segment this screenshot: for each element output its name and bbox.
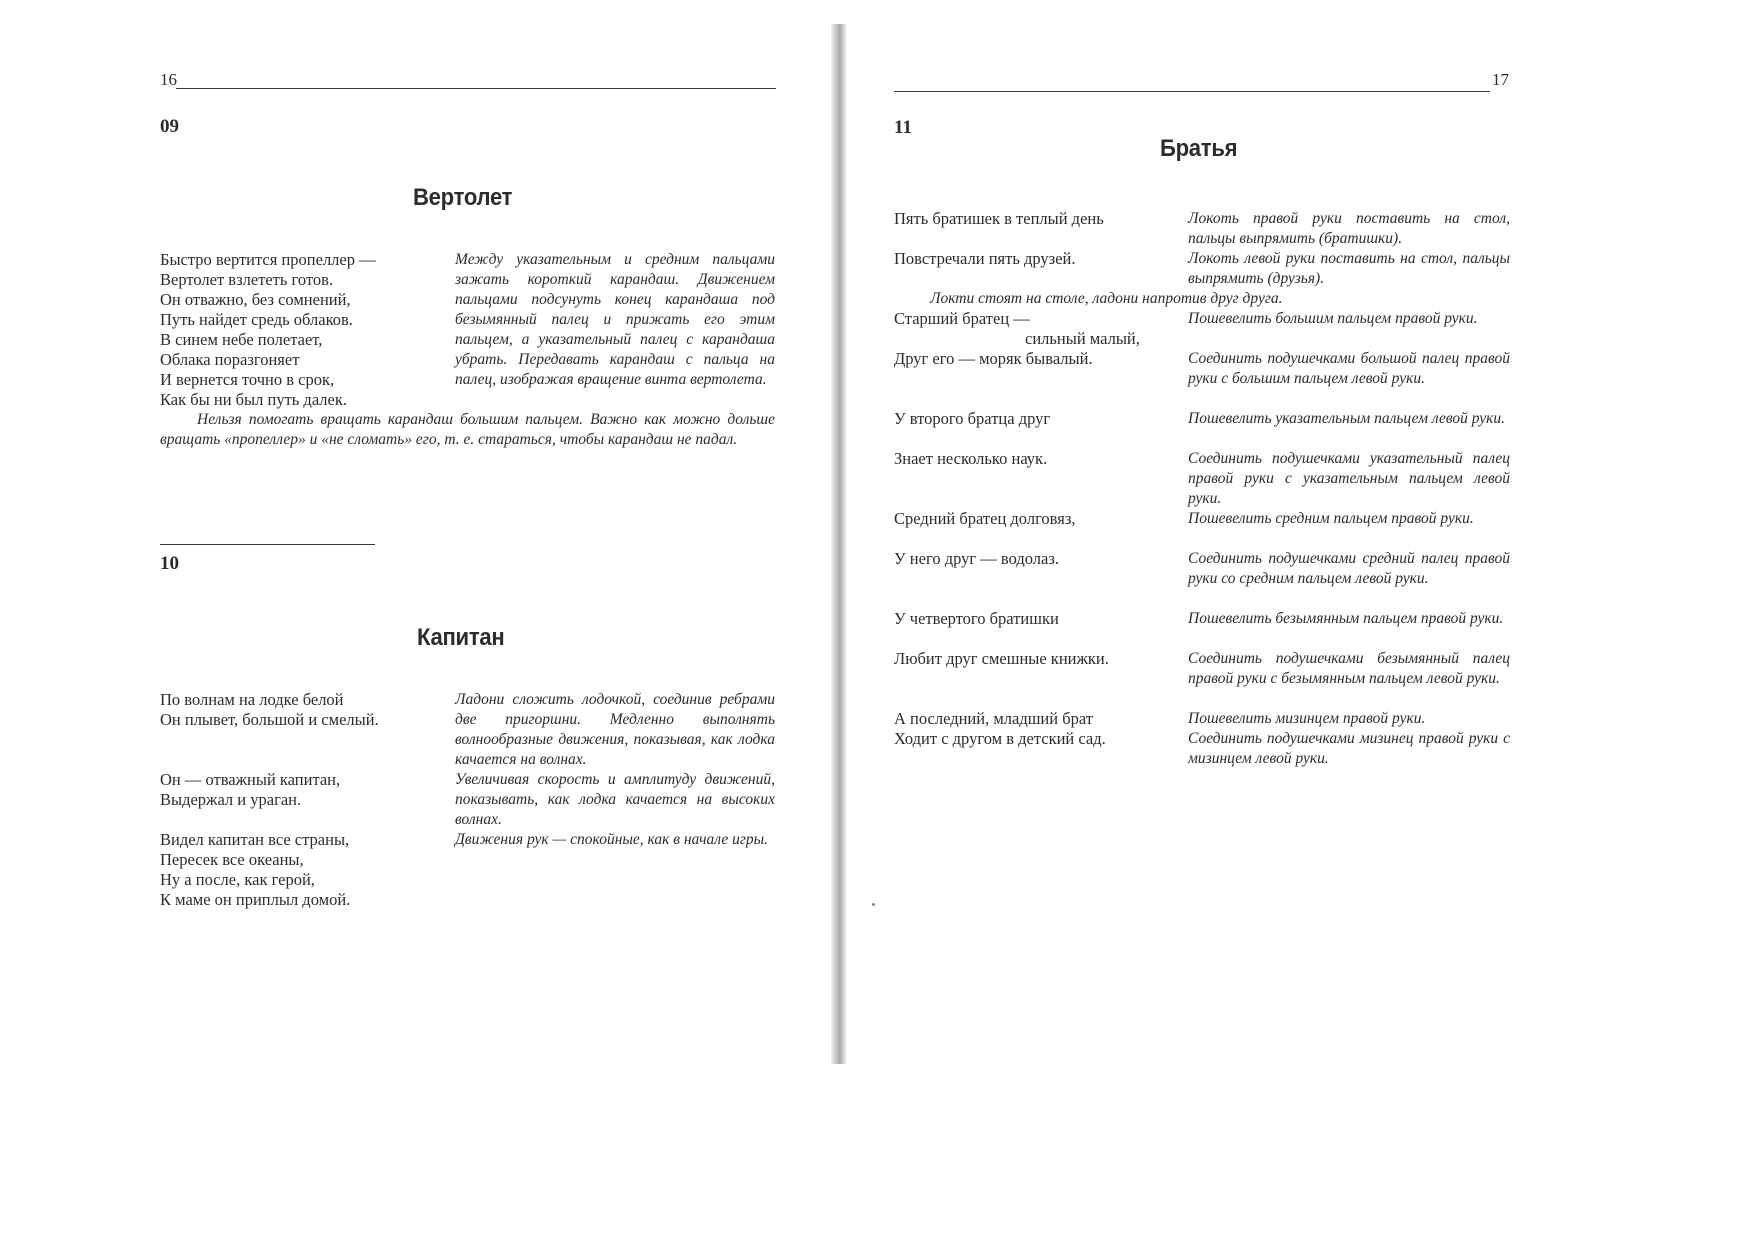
- verse-line: Быстро вертится пропеллер —: [160, 250, 376, 269]
- verse-line: Выдержал и ураган.: [160, 790, 302, 809]
- instruction-text: Пошевелить указательным пальцем левой руки.: [1188, 410, 1506, 427]
- exercise-number-09: 09: [160, 116, 179, 137]
- verse-line: Видел капитан все страны,: [160, 830, 350, 849]
- verse-line: Средний братец долговяз,: [894, 509, 1076, 528]
- verse-line: По волнам на лодке белой: [160, 690, 344, 709]
- scan-speck: [872, 903, 875, 906]
- verse-line: У него друг — водолаз.: [894, 549, 1059, 568]
- verse-line: Он отважно, без сомнений,: [160, 290, 351, 309]
- page-number-right: 17: [1492, 70, 1509, 89]
- verse-line: Путь найдет средь облаков.: [160, 310, 353, 329]
- verse-line: Вертолет взлететь готов.: [160, 270, 334, 289]
- exercise-title-vertolet: Вертолет: [413, 184, 513, 211]
- verse-line: Пересек все океаны,: [160, 850, 304, 869]
- verse-line: А последний, младший брат: [894, 709, 1093, 728]
- verse-line: Любит друг смешные книжки.: [894, 649, 1109, 668]
- verse-line: И вернется точно в срок,: [160, 370, 335, 389]
- verse-stanza-1: [160, 690, 379, 730]
- instruction-stanza-1: Ладони сложить лодочкой, соединив ребрами две пригоршни. Медленно выполнять волнообразные движения, показывая, как лодка качается на волнах.: [455, 691, 775, 768]
- instruction-text: Пошевелить мизинцем правой руки.: [1188, 710, 1426, 727]
- note-vertolet: Нельзя помогать вращать карандаш большим пальцем. Важно как можно дольше вращать «пропеллер» и «не сломать» его, т. е. стараться, чтобы карандаш не падал.: [160, 411, 775, 448]
- instruction-vertolet: Между указательным и средним пальцами зажать короткий карандаш. Движением пальцами подсунуть конец карандаша под безымянный палец и прижать его этим пальцем, а указательный палец с карандаша убрать. Передавать карандаш с пальца на палец, изображая вращение винта вертолета.: [455, 251, 775, 388]
- verse-line: Ходит с другом в детский сад.: [894, 729, 1106, 748]
- book-gutter: [831, 24, 847, 1064]
- instruction-text: Пошевелить большим пальцем правой руки.: [1188, 310, 1478, 327]
- exercise-title-bratya: Братья: [1160, 135, 1238, 162]
- verse-line: К маме он приплыл домой.: [160, 890, 351, 909]
- verse-line: Пять братишек в теплый день: [894, 209, 1104, 228]
- instruction-text: Соединить подушечками большой палец правой руки с большим пальцем левой руки.: [1188, 350, 1510, 387]
- verse-line: Повстречали пять друзей.: [894, 249, 1076, 268]
- verse-line: В синем небе полетает,: [160, 330, 323, 349]
- verse-stanza-3: [160, 830, 350, 910]
- verse-vertolet: [160, 250, 376, 410]
- interlude-note: Локти стоят на столе, ладони напротив друг друга.: [930, 290, 1283, 307]
- instruction-text: Соединить подушечками указательный палец правой руки с указательным пальцем левой руки.: [1188, 450, 1510, 507]
- verse-line: Знает несколько наук.: [894, 449, 1048, 468]
- instruction-text: Пошевелить безымянным пальцем правой руки.: [1188, 610, 1504, 627]
- verse-line: Как бы ни был путь далек.: [160, 390, 347, 409]
- verse-line: Он — отважный капитан,: [160, 770, 341, 789]
- exercise-number-10: 10: [160, 553, 179, 574]
- verse-line: Облака поразгоняет: [160, 350, 300, 369]
- section-divider: [160, 544, 375, 545]
- verse-line: Старший братец —: [894, 309, 1030, 328]
- verse-line-continued: сильный малый,: [1025, 329, 1140, 348]
- exercise-title-kapitan: Капитан: [417, 624, 505, 651]
- verse-line: Ну а после, как герой,: [160, 870, 315, 889]
- instruction-stanza-3: Движения рук — спокойные, как в начале игры.: [455, 831, 769, 848]
- instruction-text: Локоть правой руки поставить на стол, пальцы выпрямить (братишки).: [1188, 210, 1510, 247]
- page-number-left: 16: [160, 70, 177, 89]
- verse-line: Он плывет, большой и смелый.: [160, 710, 379, 729]
- header-rule-right: [894, 91, 1490, 92]
- verse-stanza-2: [160, 770, 340, 810]
- verse-line: Друг его — моряк бывалый.: [894, 349, 1093, 368]
- verse-line: У четвертого братишки: [894, 609, 1059, 628]
- instruction-text: Соединить подушечками безымянный палец правой руки с безымянным пальцем левой руки.: [1188, 650, 1510, 687]
- instruction-stanza-2: Увеличивая скорость и амплитуду движений, показывать, как лодка качается на высоких волнах.: [455, 771, 775, 828]
- instruction-text: Соединить подушечками мизинец правой руки с мизинцем левой руки.: [1188, 730, 1510, 767]
- instruction-text: Соединить подушечками средний палец правой руки со средним пальцем левой руки.: [1188, 550, 1510, 587]
- exercise-number-11: 11: [894, 117, 912, 138]
- header-rule-left: [176, 88, 776, 89]
- verse-line: У второго братца друг: [894, 409, 1051, 428]
- instruction-text: Пошевелить средним пальцем правой руки.: [1188, 510, 1474, 527]
- instruction-text: Локоть левой руки поставить на стол, пальцы выпрямить (друзья).: [1188, 250, 1510, 287]
